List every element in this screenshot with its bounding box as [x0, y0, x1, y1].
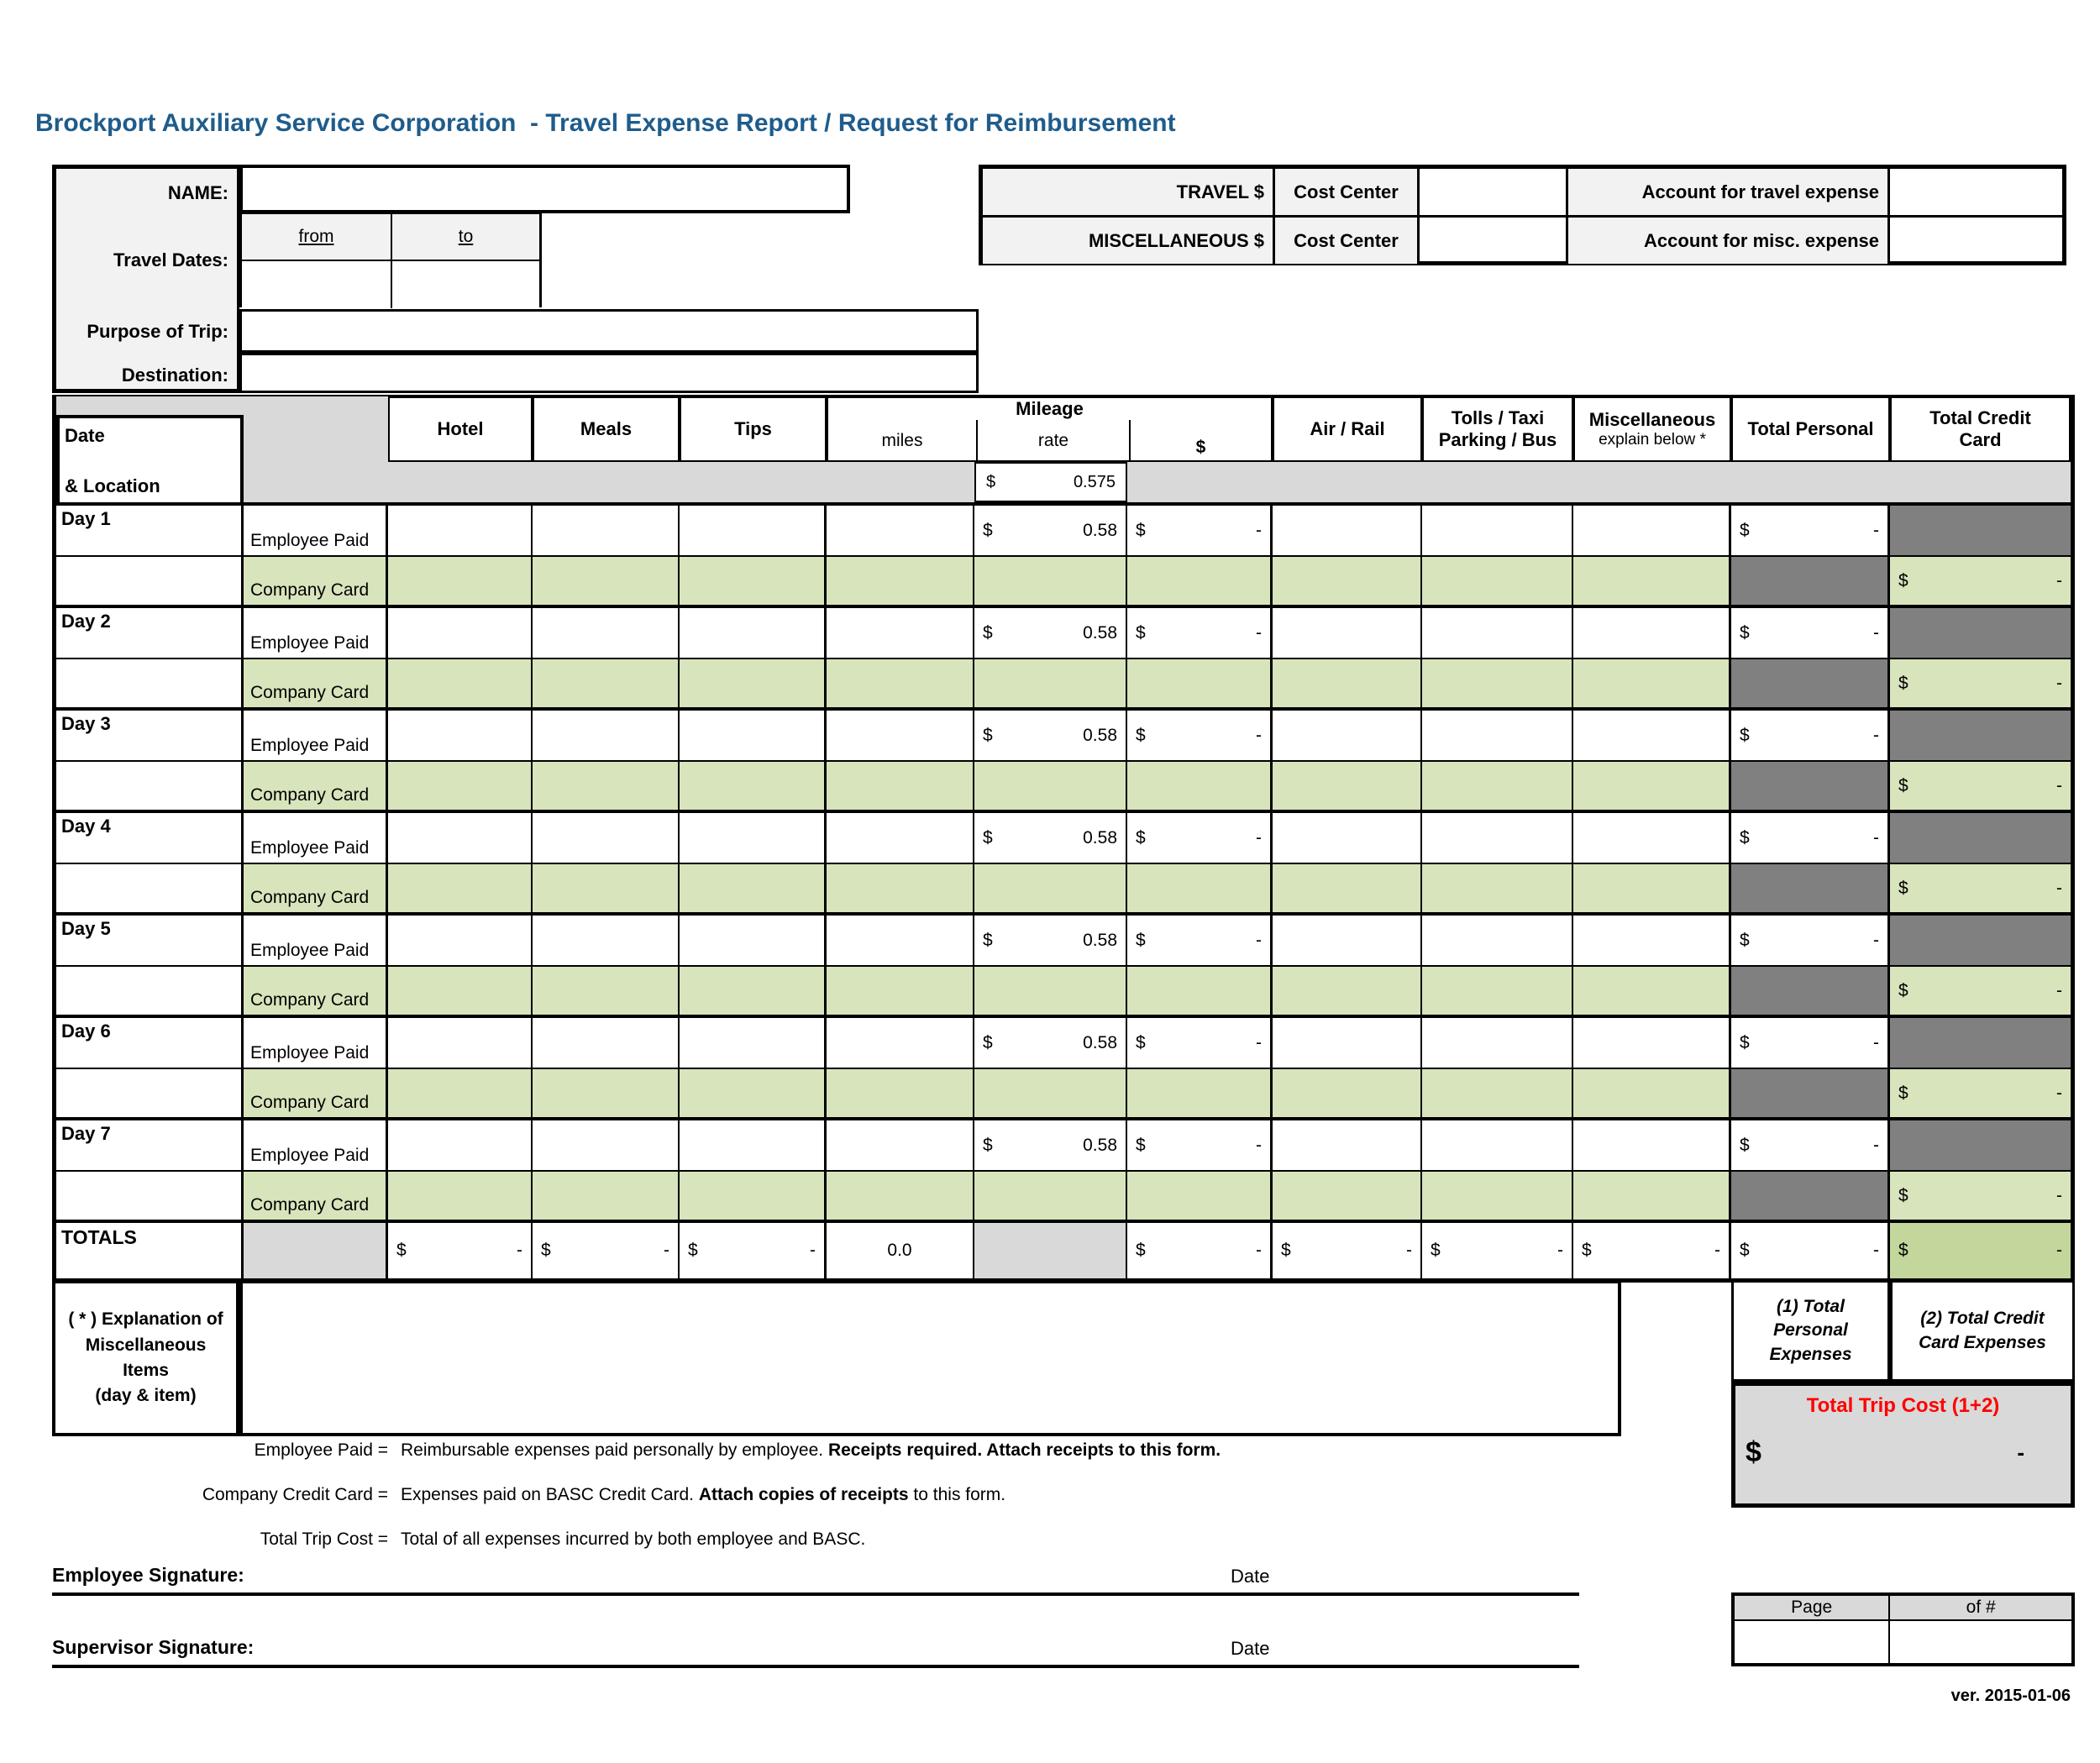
day-label: Day 1 — [56, 506, 244, 557]
totals-spacer-cell — [244, 1223, 388, 1278]
company-card-label: Company Card — [244, 1069, 388, 1120]
total-trip-cost-title: Total Trip Cost (1+2) — [1806, 1394, 2000, 1417]
location-input-cell[interactable] — [56, 659, 244, 711]
total-credit-cell: $ - — [1890, 1069, 2071, 1120]
rate-header: rate — [976, 420, 1129, 462]
total-personal-header: Total Personal — [1731, 396, 1890, 462]
meals-input-cell[interactable] — [533, 608, 680, 659]
rate-cell: $ 0.58 — [974, 1120, 1127, 1172]
misc-account-input[interactable] — [1890, 218, 2062, 264]
meals-input-cell[interactable] — [533, 659, 680, 711]
totals-total-personal-cell: $ - — [1731, 1223, 1890, 1278]
blocked-cell — [1731, 1172, 1890, 1223]
page-number-table — [1731, 1592, 2075, 1666]
location-input-cell[interactable] — [56, 1069, 244, 1120]
legend-text-employee-paid: Reimbursable expenses paid personally by employee. Receipts required. Attach receipts to this form. — [401, 1440, 1221, 1460]
blocked-cell — [1731, 967, 1890, 1018]
mileage-dollar-cell[interactable] — [1127, 967, 1273, 1018]
totals-meals-cell: $ - — [533, 1223, 680, 1278]
tolls-input-cell[interactable] — [1422, 762, 1573, 813]
day-label: Day 4 — [56, 813, 244, 864]
company-card-label: Company Card — [244, 659, 388, 711]
day-row-company-card — [56, 659, 2071, 711]
tolls-input-cell[interactable] — [1422, 1120, 1573, 1172]
total-credit-card-expenses-label: (2) Total Credit Card Expenses — [1890, 1280, 2075, 1382]
explanation-input[interactable] — [239, 1280, 1621, 1436]
meals-input-cell[interactable] — [533, 557, 680, 608]
miles-input-cell[interactable] — [827, 608, 974, 659]
legend-text-total-trip-cost: Total of all expenses incurred by both employee and BASC. — [401, 1530, 866, 1549]
miles-input-cell[interactable] — [827, 813, 974, 864]
legend-term-company-card: Company Credit Card = — [202, 1485, 388, 1504]
tips-input-cell[interactable] — [680, 916, 827, 967]
rate-cell[interactable] — [974, 1069, 1127, 1120]
tolls-input-cell[interactable] — [1422, 864, 1573, 916]
hotel-input-cell[interactable] — [388, 557, 533, 608]
day-row-employee-paid — [56, 916, 2071, 967]
total-credit-cell: $ - — [1890, 1172, 2071, 1223]
blocked-cell — [1890, 1120, 2071, 1172]
hotel-input-cell[interactable] — [388, 659, 533, 711]
air-rail-input-cell[interactable] — [1273, 864, 1422, 916]
hotel-input-cell[interactable] — [388, 711, 533, 762]
employee-signature-line[interactable] — [52, 1592, 1579, 1596]
company-card-label: Company Card — [244, 864, 388, 916]
total-credit-card-header: Total Credit Card — [1890, 396, 2071, 462]
meals-input-cell[interactable] — [533, 1069, 680, 1120]
tolls-input-cell[interactable] — [1422, 916, 1573, 967]
to-label: to — [391, 214, 539, 261]
rate-cell: $ 0.58 — [974, 608, 1127, 659]
tips-input-cell[interactable] — [680, 864, 827, 916]
travel-cost-center-label: Cost Center — [1275, 169, 1420, 215]
day-label: Day 5 — [56, 916, 244, 967]
rate-cell[interactable] — [974, 659, 1127, 711]
blocked-cell — [1731, 762, 1890, 813]
rate-cell[interactable] — [974, 967, 1127, 1018]
total-personal-cell: $ - — [1731, 1120, 1890, 1172]
air-rail-input-cell[interactable] — [1273, 711, 1422, 762]
blocked-cell — [1890, 608, 2071, 659]
tips-input-cell[interactable] — [680, 506, 827, 557]
employee-paid-label: Employee Paid — [244, 813, 388, 864]
currency-symbol: $ — [986, 472, 996, 491]
mileage-dollar-cell[interactable] — [1127, 864, 1273, 916]
miles-input-cell[interactable] — [827, 659, 974, 711]
page-label: Page — [1735, 1596, 1890, 1621]
tolls-input-cell[interactable] — [1422, 608, 1573, 659]
misc-input-cell[interactable] — [1573, 813, 1731, 864]
misc-input-cell[interactable] — [1573, 659, 1731, 711]
rate-cell: $ 0.58 — [974, 813, 1127, 864]
miles-input-cell[interactable] — [827, 506, 974, 557]
tolls-input-cell[interactable] — [1422, 711, 1573, 762]
totals-hotel-cell: $ - — [388, 1223, 533, 1278]
day-row-company-card — [56, 967, 2071, 1018]
tips-input-cell[interactable] — [680, 1172, 827, 1223]
travel-account-input[interactable] — [1890, 169, 2062, 215]
total-personal-cell: $ - — [1731, 916, 1890, 967]
air-rail-input-cell[interactable] — [1273, 762, 1422, 813]
miles-input-cell[interactable] — [827, 762, 974, 813]
totals-rate-cell — [974, 1223, 1127, 1278]
totals-tips-cell: $ - — [680, 1223, 827, 1278]
total-personal-expenses-label: (1) Total Personal Expenses — [1731, 1280, 1890, 1382]
employee-paid-label: Employee Paid — [244, 916, 388, 967]
hotel-input-cell[interactable] — [388, 1172, 533, 1223]
location-input-cell[interactable] — [56, 967, 244, 1018]
total-credit-cell: $ - — [1890, 864, 2071, 916]
expense-table — [52, 395, 2075, 1283]
total-personal-cell: $ - — [1731, 506, 1890, 557]
employee-paid-label: Employee Paid — [244, 1018, 388, 1069]
company-card-label: Company Card — [244, 762, 388, 813]
employee-paid-label: Employee Paid — [244, 506, 388, 557]
air-rail-header: Air / Rail — [1273, 396, 1422, 462]
misc-input-cell[interactable] — [1573, 762, 1731, 813]
to-date-input[interactable] — [391, 261, 539, 308]
misc-input-cell[interactable] — [1573, 967, 1731, 1018]
travel-amount-label: TRAVEL $ — [983, 169, 1275, 215]
supervisor-date-label: Date — [1231, 1638, 1270, 1659]
hotel-header: Hotel — [388, 396, 533, 462]
travel-dates-label: Travel Dates: — [113, 249, 228, 270]
total-personal-cell: $ - — [1731, 813, 1890, 864]
blocked-cell — [1890, 1018, 2071, 1069]
mileage-dollar-cell: $ - — [1127, 1120, 1273, 1172]
tips-header: Tips — [680, 396, 827, 462]
destination-label: Destination: — [121, 365, 228, 386]
day-row-employee-paid — [56, 813, 2071, 864]
misc-input-cell[interactable] — [1573, 1120, 1731, 1172]
location-input-cell[interactable] — [56, 1172, 244, 1223]
tolls-header: Tolls / Taxi Parking / Bus — [1422, 396, 1573, 462]
tips-input-cell[interactable] — [680, 711, 827, 762]
meals-input-cell[interactable] — [533, 1172, 680, 1223]
miscellaneous-header: Miscellaneous explain below * — [1573, 396, 1731, 462]
tolls-input-cell[interactable] — [1422, 967, 1573, 1018]
company-card-label: Company Card — [244, 557, 388, 608]
totals-miles-cell: 0.0 — [827, 1223, 974, 1278]
mileage-dollar-cell: $ - — [1127, 711, 1273, 762]
meals-input-cell[interactable] — [533, 916, 680, 967]
miles-header: miles — [881, 430, 923, 450]
totals-label: TOTALS — [56, 1223, 244, 1278]
employee-signature-label: Employee Signature: — [52, 1564, 244, 1586]
day-row-company-card — [56, 557, 2071, 608]
day-row-company-card — [56, 762, 2071, 813]
mileage-dollar-cell[interactable] — [1127, 1172, 1273, 1223]
name-input[interactable] — [239, 165, 850, 213]
tips-input-cell[interactable] — [680, 1018, 827, 1069]
miles-input-cell[interactable] — [827, 916, 974, 967]
legend-term-employee-paid: Employee Paid = — [254, 1440, 388, 1460]
misc-input-cell[interactable] — [1573, 1172, 1731, 1223]
mileage-header-group — [827, 396, 1273, 462]
hotel-input-cell[interactable] — [388, 1069, 533, 1120]
tips-input-cell[interactable] — [680, 762, 827, 813]
company-card-label: Company Card — [244, 967, 388, 1018]
totals-row — [56, 1223, 2071, 1278]
meals-input-cell[interactable] — [533, 1120, 680, 1172]
air-rail-input-cell[interactable] — [1273, 659, 1422, 711]
day-row-employee-paid — [56, 711, 2071, 762]
misc-cost-center-label: Cost Center — [1275, 218, 1420, 264]
mileage-dollar-cell: $ - — [1127, 813, 1273, 864]
misc-input-cell[interactable] — [1573, 1018, 1731, 1069]
air-rail-input-cell[interactable] — [1273, 1018, 1422, 1069]
location-input-cell[interactable] — [56, 864, 244, 916]
totals-mileage-dollar-cell: $ - — [1127, 1223, 1273, 1278]
travel-account-label: Account for travel expense — [1568, 169, 1890, 215]
from-date-input[interactable] — [242, 261, 391, 308]
hotel-input-cell[interactable] — [388, 864, 533, 916]
employee-paid-label: Employee Paid — [244, 608, 388, 659]
air-rail-input-cell[interactable] — [1273, 1120, 1422, 1172]
day-label: Day 6 — [56, 1018, 244, 1069]
misc-input-cell[interactable] — [1573, 557, 1731, 608]
meals-input-cell[interactable] — [533, 864, 680, 916]
hotel-input-cell[interactable] — [388, 813, 533, 864]
from-label: from — [242, 214, 391, 261]
meals-input-cell[interactable] — [533, 967, 680, 1018]
misc-cost-center-input[interactable] — [1420, 218, 1568, 264]
blocked-cell — [1731, 557, 1890, 608]
air-rail-input-cell[interactable] — [1273, 1069, 1422, 1120]
hotel-input-cell[interactable] — [388, 1120, 533, 1172]
air-rail-input-cell[interactable] — [1273, 506, 1422, 557]
explanation-label: ( * ) Explanation of Miscellaneous Items (day & item) — [52, 1280, 239, 1436]
trip-cost-value: - — [2017, 1440, 2024, 1465]
day-row-employee-paid — [56, 1120, 2071, 1172]
total-personal-cell: $ - — [1731, 608, 1890, 659]
mileage-dollar-cell: $ - — [1127, 506, 1273, 557]
standard-rate-value: 0.575 — [1073, 472, 1116, 491]
total-personal-cell: $ - — [1731, 1018, 1890, 1069]
air-rail-input-cell[interactable] — [1273, 1172, 1422, 1223]
totals-tolls-cell: $ - — [1422, 1223, 1573, 1278]
employee-paid-label: Employee Paid — [244, 1120, 388, 1172]
misc-input-cell[interactable] — [1573, 608, 1731, 659]
day-row-employee-paid — [56, 608, 2071, 659]
tolls-input-cell[interactable] — [1422, 1069, 1573, 1120]
air-rail-input-cell[interactable] — [1273, 916, 1422, 967]
trip-cost-currency: $ — [1746, 1436, 1761, 1468]
day-row-company-card — [56, 1172, 2071, 1223]
rate-cell[interactable] — [974, 557, 1127, 608]
meals-input-cell[interactable] — [533, 506, 680, 557]
mileage-dollar-cell: $ - — [1127, 916, 1273, 967]
tips-input-cell[interactable] — [680, 659, 827, 711]
rate-cell[interactable] — [974, 864, 1127, 916]
hotel-input-cell[interactable] — [388, 916, 533, 967]
standard-rate-cell — [974, 462, 1127, 502]
meals-input-cell[interactable] — [533, 762, 680, 813]
date-location-header: Date & Location — [56, 415, 244, 506]
version-text: ver. 2015-01-06 — [1950, 1687, 2071, 1705]
hotel-input-cell[interactable] — [388, 608, 533, 659]
misc-amount-label: MISCELLANEOUS $ — [983, 218, 1275, 264]
blocked-cell — [1890, 711, 2071, 762]
company-card-label: Company Card — [244, 1172, 388, 1223]
mileage-dollar-cell[interactable] — [1127, 762, 1273, 813]
rate-cell[interactable] — [974, 1172, 1127, 1223]
air-rail-input-cell[interactable] — [1273, 813, 1422, 864]
day-row-company-card — [56, 1069, 2071, 1120]
misc-account-row — [983, 218, 2062, 264]
hotel-input-cell[interactable] — [388, 762, 533, 813]
blocked-cell — [1731, 864, 1890, 916]
purpose-input[interactable] — [239, 309, 979, 353]
day-row-employee-paid — [56, 506, 2071, 557]
meals-input-cell[interactable] — [533, 1018, 680, 1069]
destination-input[interactable] — [239, 353, 979, 393]
miles-input-cell[interactable] — [827, 864, 974, 916]
tolls-input-cell[interactable] — [1422, 1018, 1573, 1069]
day-label: Day 7 — [56, 1120, 244, 1172]
purpose-label: Purpose of Trip: — [87, 321, 228, 342]
legend-term-total-trip-cost: Total Trip Cost = — [260, 1530, 388, 1549]
header-label-column — [52, 165, 239, 393]
air-rail-input-cell[interactable] — [1273, 967, 1422, 1018]
meals-input-cell[interactable] — [533, 711, 680, 762]
supervisor-signature-line[interactable] — [52, 1665, 1579, 1668]
legend-text-company-card: Expenses paid on BASC Credit Card. Attach copies of receipts to this form. — [401, 1485, 1006, 1504]
meals-header: Meals — [533, 396, 680, 462]
day-label: Day 2 — [56, 608, 244, 659]
tolls-input-cell[interactable] — [1422, 1172, 1573, 1223]
tips-input-cell[interactable] — [680, 608, 827, 659]
travel-cost-center-input[interactable] — [1420, 169, 1568, 215]
meals-input-cell[interactable] — [533, 813, 680, 864]
mileage-dollar-cell: $ - — [1127, 1018, 1273, 1069]
tips-input-cell[interactable] — [680, 1069, 827, 1120]
rate-cell: $ 0.58 — [974, 916, 1127, 967]
rate-cell[interactable] — [974, 762, 1127, 813]
blocked-cell — [1890, 916, 2071, 967]
hotel-input-cell[interactable] — [388, 506, 533, 557]
rate-cell: $ 0.58 — [974, 1018, 1127, 1069]
miles-input-cell[interactable] — [827, 557, 974, 608]
blocked-cell — [1890, 813, 2071, 864]
of-label: of # — [1890, 1596, 2071, 1621]
tips-input-cell[interactable] — [680, 557, 827, 608]
employee-date-label: Date — [1231, 1566, 1270, 1587]
mileage-dollar-cell[interactable] — [1127, 659, 1273, 711]
mileage-dollar-cell[interactable] — [1127, 1069, 1273, 1120]
total-credit-cell: $ - — [1890, 557, 2071, 608]
total-credit-cell: $ - — [1890, 967, 2071, 1018]
misc-input-cell[interactable] — [1573, 1069, 1731, 1120]
page-number-input[interactable] — [1735, 1621, 1890, 1663]
supervisor-signature-label: Supervisor Signature: — [52, 1636, 255, 1658]
misc-input-cell[interactable] — [1573, 711, 1731, 762]
page-title: Brockport Auxiliary Service Corporation - Travel Expense Report / Request for Reimbursement — [35, 109, 1176, 137]
tips-input-cell[interactable] — [680, 967, 827, 1018]
name-label: NAME: — [167, 182, 228, 203]
employee-paid-label: Employee Paid — [244, 711, 388, 762]
blocked-cell — [1731, 1069, 1890, 1120]
misc-input-cell[interactable] — [1573, 506, 1731, 557]
day-row-company-card — [56, 864, 2071, 916]
mileage-dollar-cell: $ - — [1127, 608, 1273, 659]
location-input-cell[interactable] — [56, 762, 244, 813]
miles-input-cell[interactable] — [827, 1120, 974, 1172]
total-credit-cell: $ - — [1890, 659, 2071, 711]
miles-input-cell[interactable] — [827, 967, 974, 1018]
totals-misc-cell: $ - — [1573, 1223, 1731, 1278]
total-personal-cell: $ - — [1731, 711, 1890, 762]
hotel-input-cell[interactable] — [388, 967, 533, 1018]
expense-table-header — [56, 396, 2071, 506]
mileage-dollar-header: $ — [1129, 420, 1271, 462]
tolls-input-cell[interactable] — [1422, 557, 1573, 608]
account-coding-block — [979, 165, 2066, 265]
miles-input-cell[interactable] — [827, 1069, 974, 1120]
miles-input-cell[interactable] — [827, 711, 974, 762]
expense-days — [56, 506, 2071, 1223]
day-label: Day 3 — [56, 711, 244, 762]
hotel-input-cell[interactable] — [388, 1018, 533, 1069]
rate-cell: $ 0.58 — [974, 711, 1127, 762]
travel-dates-group — [239, 212, 542, 307]
blocked-cell — [1890, 506, 2071, 557]
mileage-dollar-cell[interactable] — [1127, 557, 1273, 608]
miles-input-cell[interactable] — [827, 1172, 974, 1223]
tips-input-cell[interactable] — [680, 1120, 827, 1172]
totals-total-credit-cell: $ - — [1890, 1223, 2071, 1278]
blocked-cell — [1731, 659, 1890, 711]
tolls-input-cell[interactable] — [1422, 813, 1573, 864]
day-row-employee-paid — [56, 1018, 2071, 1069]
travel-account-row — [983, 169, 2062, 218]
tolls-input-cell[interactable] — [1422, 506, 1573, 557]
page-total-input[interactable] — [1890, 1621, 2071, 1663]
location-input-cell[interactable] — [56, 557, 244, 608]
totals-air-rail-cell: $ - — [1273, 1223, 1422, 1278]
misc-input-cell[interactable] — [1573, 916, 1731, 967]
miles-input-cell[interactable] — [827, 1018, 974, 1069]
tips-input-cell[interactable] — [680, 813, 827, 864]
misc-account-label: Account for misc. expense — [1568, 218, 1890, 264]
misc-input-cell[interactable] — [1573, 864, 1731, 916]
mileage-header: Mileage — [1016, 398, 1084, 420]
total-credit-cell: $ - — [1890, 762, 2071, 813]
rate-cell: $ 0.58 — [974, 506, 1127, 557]
air-rail-input-cell[interactable] — [1273, 608, 1422, 659]
tolls-input-cell[interactable] — [1422, 659, 1573, 711]
total-trip-cost-box — [1731, 1382, 2075, 1508]
air-rail-input-cell[interactable] — [1273, 557, 1422, 608]
